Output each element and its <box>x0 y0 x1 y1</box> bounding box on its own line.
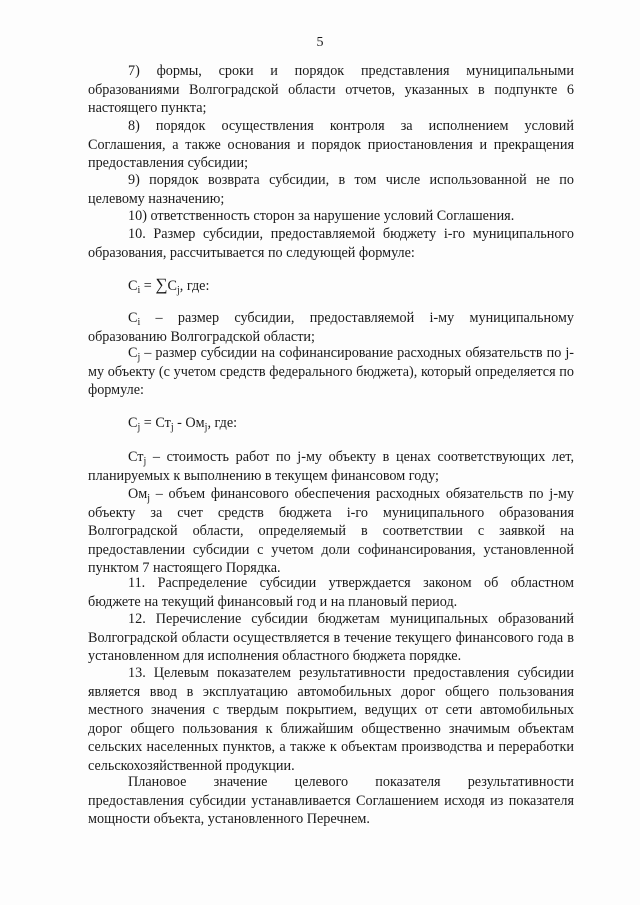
paragraph-point-13: 13. Целевым показателем результативности предоставления субсидии является ввод в эксплуатацию автомобильных дорог общего пользования местного значения с твердым покрытием, ведущих от сети автомобильных дорог общего пользования к ближайшим общественно значимым объектам сельских населенных пунктов, а также к объектам производства и переработки сельскохозяйственной продукции. <box>88 665 574 774</box>
formula-subsidy-object: $C_j = Ст_j - Ом_j$, где: <box>128 415 238 433</box>
definition-stj: $Ст_j$ – стоимость работ по j-му объекту в ценах соответствующих лет, планируемых к выполнению в текущем финансовом году; <box>88 449 574 484</box>
page-number: 5 <box>316 35 324 50</box>
paragraph-point-10: 10. Размер субсидии, предоставляемой бюджету i-го муниципального образования, рассчитывается по следующей формуле: <box>88 226 574 261</box>
paragraph-item-10: 10) ответственность сторон за нарушение условий Соглашения. <box>128 208 515 224</box>
definition-ci: $C_i$ – размер субсидии, предоставляемой i-му муниципальному образованию Волгоградской области; <box>88 310 574 345</box>
formula-subsidy-total: $C_i = \sum C_j$, где: <box>128 275 210 296</box>
definition-omj: $Ом_j$ – объем финансового обеспечения расходных обязательств по j-му объекту за счет средств бюджета i-го муниципального образования Волгоградской области, определяемый в соответствии с заявкой на предоставлении субсидии с учетом доли софинансирования, установленной пунктом 7 настоящего Порядка. <box>88 486 574 577</box>
definition-cj: $C_j$ – размер субсидии на софинансирование расходных обязательств по j-му объекту (с учетом средств федерального бюджета), который определяется по формуле: <box>88 345 574 399</box>
paragraph-point-12: 12. Перечисление субсидии бюджетам муниципальных образований Волгоградской области осуществляется в течение текущего финансового года в установленном для исполнения областного бюджета порядке. <box>88 611 574 665</box>
paragraph-item-7: 7) формы, сроки и порядок представления муниципальными образованиями Волгоградской области отчетов, указанных в подпункте 6 настоящего пункта; <box>88 63 574 117</box>
paragraph-planned-value: Плановое значение целевого показателя результативности предоставления субсидии устанавливается Соглашением исходя из показателя мощности объекта, установленного Перечнем. <box>88 774 574 828</box>
paragraph-point-11: 11. Распределение субсидии утверждается законом об областном бюджете на текущий финансовый год и на плановый период. <box>88 575 574 610</box>
paragraph-item-8: 8) порядок осуществления контроля за исполнением условий Соглашения, а также основания и порядок приостановления и прекращения предоставления субсидии; <box>88 118 574 172</box>
paragraph-item-9: 9) порядок возврата субсидии, в том числе использованной не по целевому назначению; <box>88 172 574 207</box>
